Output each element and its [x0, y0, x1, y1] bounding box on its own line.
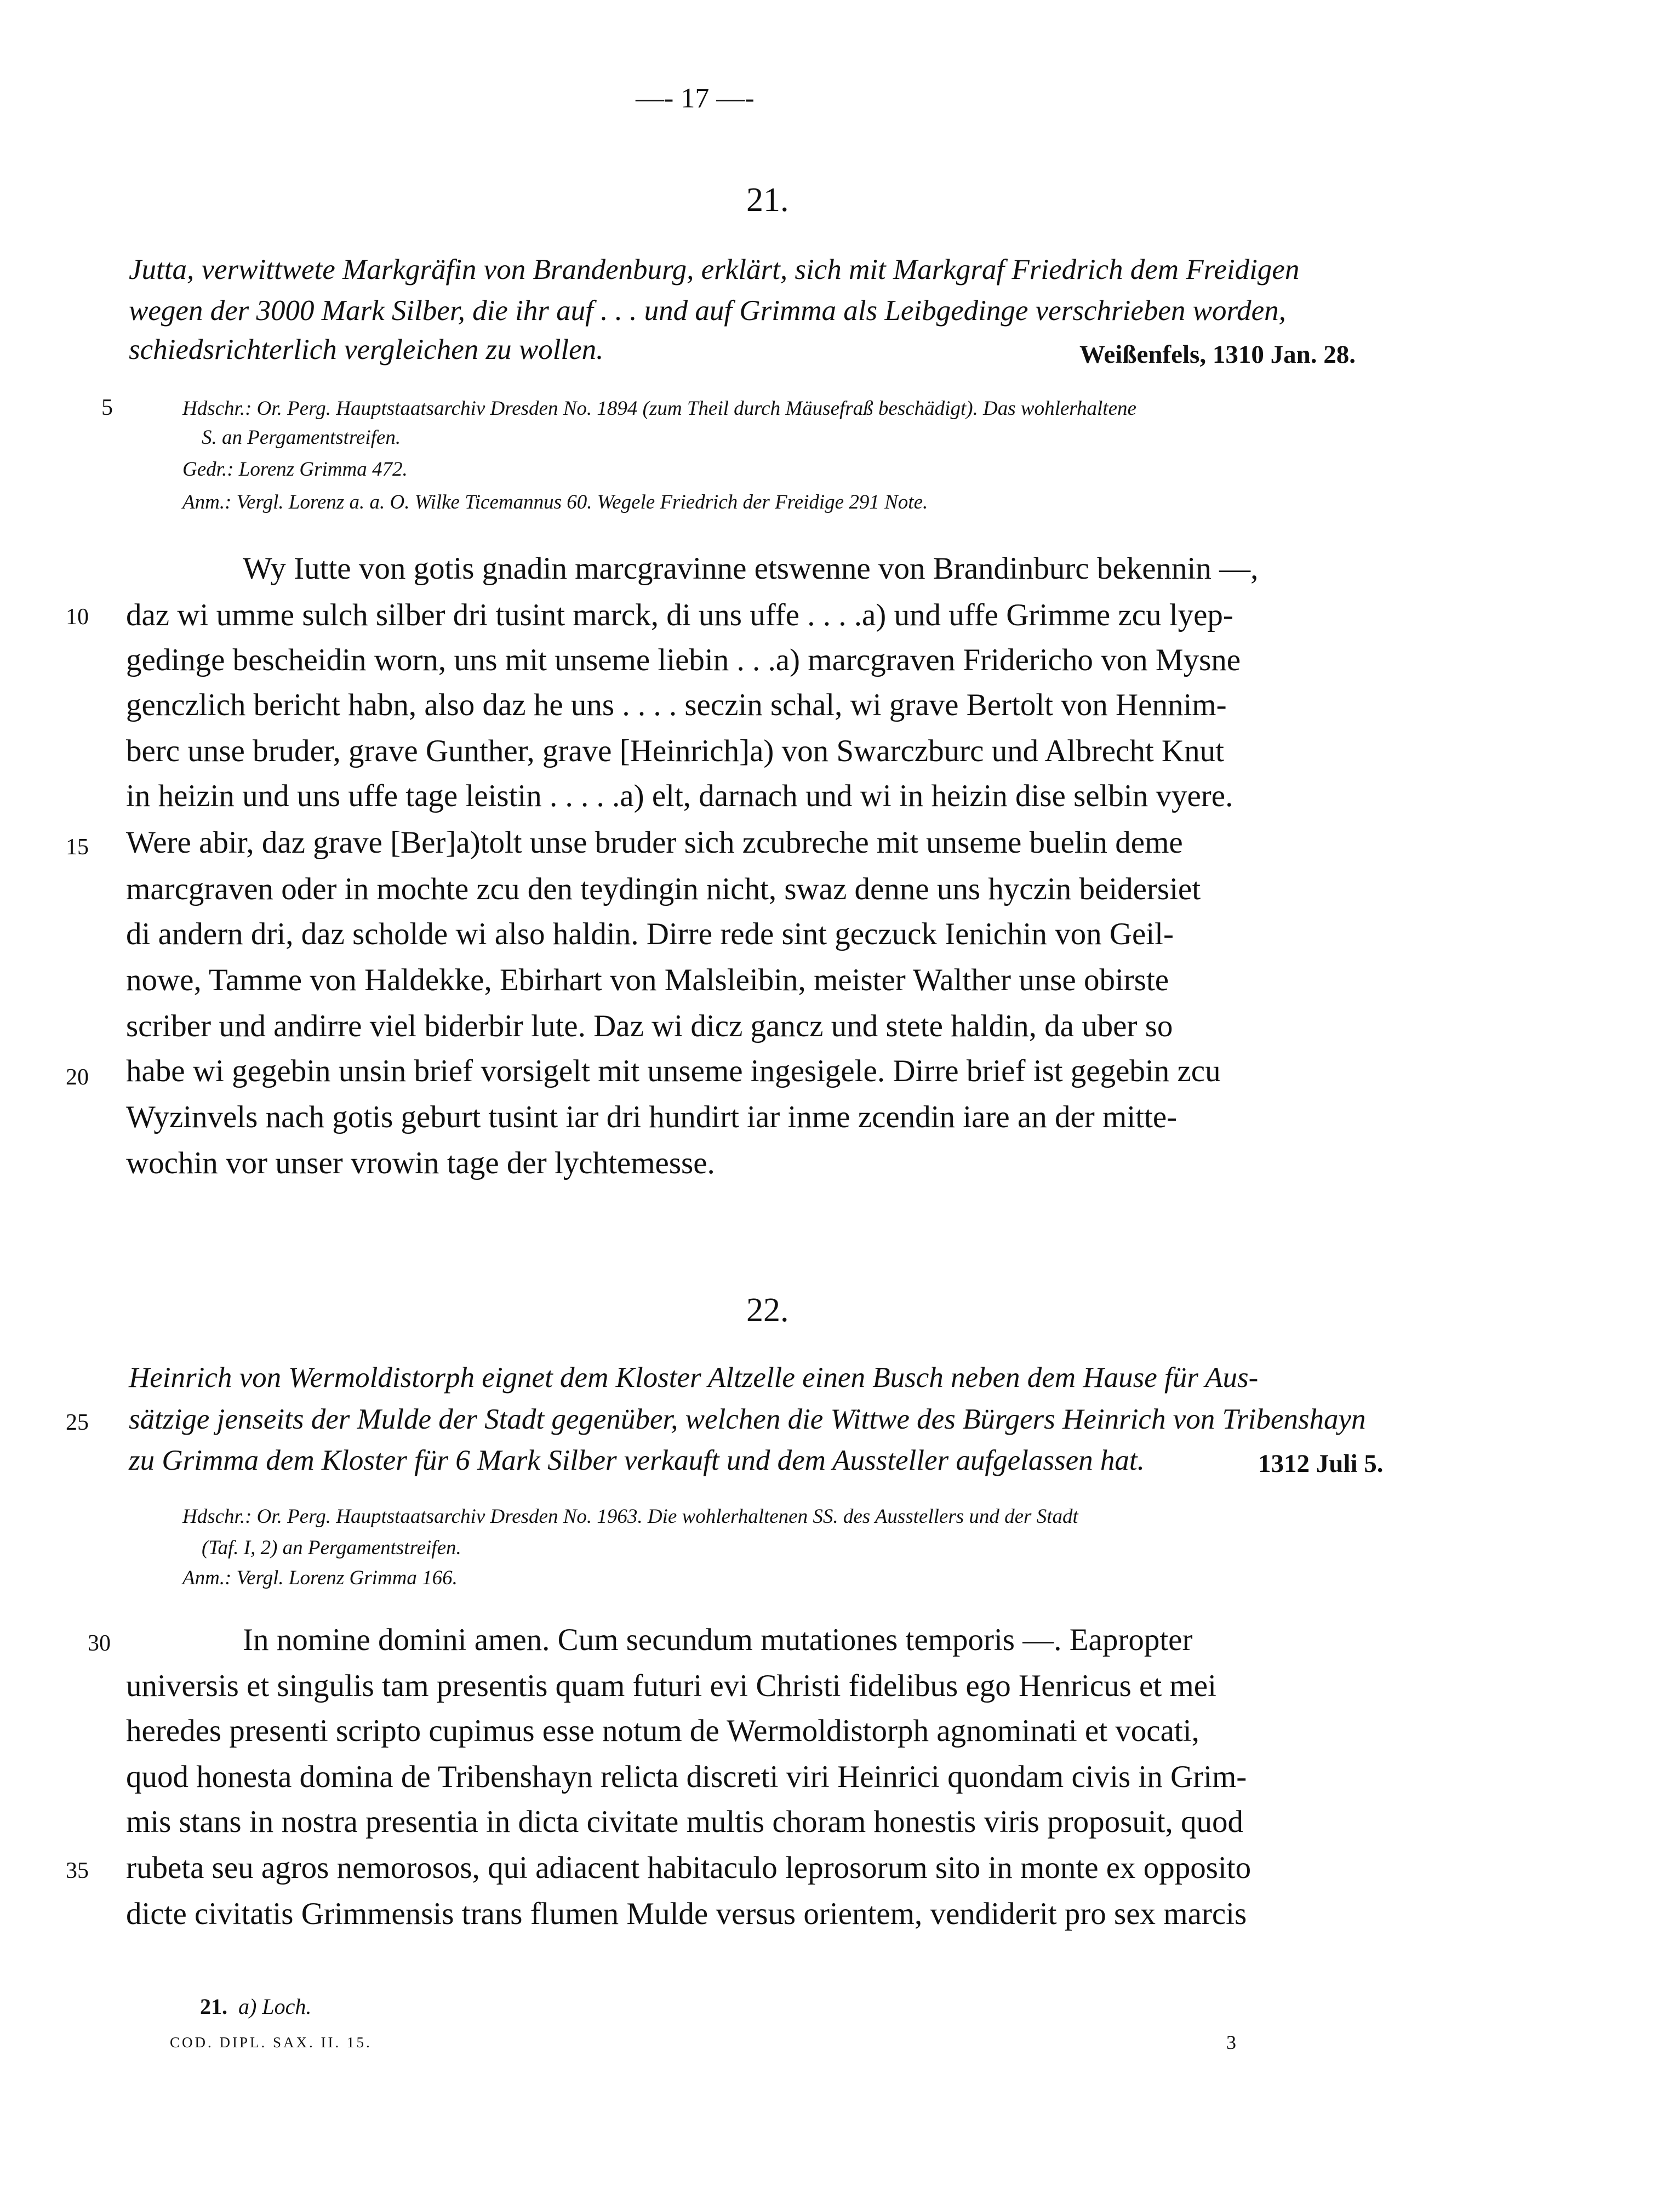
charter-text-line: genczlich bericht habn, also daz he uns . . . . seczin schal, wi grave Bertolt von Hennim-: [126, 688, 1227, 722]
charter-text-line: marcgraven oder in mochte zcu den teydingin nicht, swaz denne uns hyczin beidersiet: [126, 872, 1201, 906]
charter-text-line: In nomine domini amen. Cum secundum mutationes temporis —. Eapropter: [243, 1623, 1193, 1657]
charter-summary-line: zu Grimma dem Kloster für 6 Mark Silber verkauft und dem Aussteller aufgelassen hat.: [129, 1445, 1145, 1476]
line-number: 5: [101, 395, 113, 420]
charter-text-line: habe wi gegebin unsin brief vorsigelt mit unseme ingesigele. Dirre brief ist gegebin zcu: [126, 1054, 1221, 1088]
line-number: 20: [66, 1065, 89, 1090]
page-header: —- 17 —-: [636, 83, 755, 114]
charter-text-line: dicte civitatis Grimmensis trans flumen Mulde versus orientem, vendiderit pro sex marcis: [126, 1897, 1247, 1931]
footnote-ref: 21.: [200, 1994, 227, 2019]
charter-text-line: di andern dri, daz scholde wi also haldin. Dirre rede sint geczuck Ienichin von Geil-: [126, 917, 1174, 951]
line-number: 15: [66, 835, 89, 860]
charter-note: Anm.: Vergl. Lorenz a. a. O. Wilke Ticemannus 60. Wegele Friedrich der Freidige 291 Note.: [182, 491, 928, 513]
charter-summary-line: sätzige jenseits der Mulde der Stadt gegenüber, welchen die Wittwe des Bürgers Heinrich von Tribenshayn: [129, 1403, 1366, 1435]
charter-number: 21.: [746, 181, 789, 219]
line-number: 25: [66, 1410, 89, 1435]
footer-signature: COD. DIPL. SAX. II. 15.: [170, 2034, 372, 2051]
charter-note: Anm.: Vergl. Lorenz Grimma 166.: [182, 1567, 458, 1589]
charter-number: 22.: [746, 1292, 789, 1329]
charter-text-line: mis stans in nostra presentia in dicta civitate multis choram honestis viris proposuit, quod: [126, 1805, 1244, 1839]
charter-date: 1312 Juli 5.: [1258, 1449, 1384, 1478]
charter-text-line: berc unse bruder, grave Gunther, grave [Heinrich]a) von Swarczburc und Albrecht Knut: [126, 734, 1224, 768]
charter-text-line: heredes presenti scripto cupimus esse notum de Wermoldistorph agnominati et vocati,: [126, 1714, 1199, 1748]
footer-sheet-number: 3: [1226, 2031, 1236, 2053]
charter-note: Hdschr.: Or. Perg. Hauptstaatsarchiv Dresden No. 1894 (zum Theil durch Mäusefraß beschädigt). Das wohlerhaltene: [182, 397, 1136, 420]
charter-note: Gedr.: Lorenz Grimma 472.: [182, 458, 408, 481]
charter-text-line: Wyzinvels nach gotis geburt tusint iar dri hundirt iar inme zcendin iare an der mitte-: [126, 1100, 1178, 1134]
charter-text-line: wochin vor unser vrowin tage der lychtemesse.: [126, 1146, 715, 1180]
line-number: 30: [88, 1631, 111, 1656]
charter-text-line: Were abir, daz grave [Ber]a)tolt unse bruder sich zcubreche mit unseme buelin deme: [126, 825, 1183, 860]
footnote-text: a) Loch.: [238, 1994, 312, 2019]
line-number: 10: [66, 604, 89, 630]
charter-summary-line: schiedsrichterlich vergleichen zu wollen.: [129, 334, 604, 366]
footnote: [200, 1994, 311, 2019]
charter-note: (Taf. I, 2) an Pergamentstreifen.: [202, 1537, 461, 1559]
charter-summary-line: Jutta, verwittwete Markgräfin von Brandenburg, erklärt, sich mit Markgraf Friedrich dem Freidigen: [129, 254, 1300, 286]
charter-summary-line: Heinrich von Wermoldistorph eignet dem Kloster Altzelle einen Busch neben dem Hause für Aus-: [129, 1362, 1259, 1394]
charter-text-line: daz wi umme sulch silber dri tusint marck, di uns uffe . . . .a) und uffe Grimme zcu lyep-: [126, 598, 1233, 632]
charter-text-line: universis et singulis tam presentis quam futuri evi Christi fidelibus ego Henricus et mei: [126, 1669, 1216, 1703]
charter-text-line: scriber und andirre viel biderbir lute. Daz wi dicz gancz und stete haldin, da uber so: [126, 1009, 1173, 1043]
line-number: 35: [66, 1858, 89, 1883]
charter-note: S. an Pergamentstreifen.: [202, 426, 401, 449]
charter-date: Weißenfels, 1310 Jan. 28.: [1079, 340, 1356, 369]
charter-text-line: quod honesta domina de Tribenshayn relicta discreti viri Heinrici quondam civis in Grim-: [126, 1760, 1247, 1794]
charter-text-line: rubeta seu agros nemorosos, qui adiacent habitaculo leprosorum sito in monte ex opposito: [126, 1851, 1252, 1885]
charter-summary-line: wegen der 3000 Mark Silber, die ihr auf . . . und auf Grimma als Leibgedinge verschrieben worden,: [129, 295, 1286, 327]
charter-text-line: in heizin und uns uffe tage leistin . . . . .a) elt, darnach und wi in heizin dise selbin vyere.: [126, 779, 1233, 813]
charter-text-line: Wy Iutte von gotis gnadin marcgravinne etswenne von Brandinburc bekennin —,: [243, 551, 1259, 586]
charter-text-line: gedinge bescheidin worn, uns mit unseme liebin . . .a) marcgraven Fridericho von Mysne: [126, 643, 1241, 677]
charter-text-line: nowe, Tamme von Haldekke, Ebirhart von Malsleibin, meister Walther unse obirste: [126, 963, 1169, 997]
charter-note: Hdschr.: Or. Perg. Hauptstaatsarchiv Dresden No. 1963. Die wohlerhaltenen SS. des Ausstellers und der Stadt: [182, 1505, 1078, 1528]
